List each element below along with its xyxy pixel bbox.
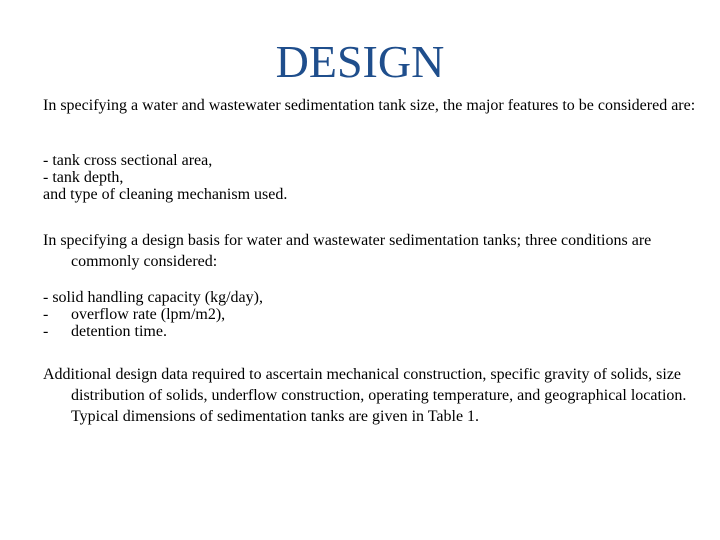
feature-item-cleaning: and type of cleaning mechanism used.: [43, 186, 288, 203]
condition-dash: -: [43, 289, 49, 306]
condition-item-detention: [43, 321, 683, 342]
condition-text: detention time.: [71, 323, 167, 340]
condition-text: solid handling capacity (kg/day),: [52, 289, 263, 306]
feature-item-depth: - tank depth,: [43, 169, 124, 186]
feature-item-area: - tank cross sectional area,: [43, 152, 213, 169]
condition-list: [43, 287, 683, 342]
feature-list: [43, 150, 683, 205]
closing-paragraph: Additional design data required to ascertain mechanical construction, specific gravity of solids, size distribution of solids, underflow construction, operating temperature, and geographical location. Typical dimensions of sedimentation tanks are given in Table 1.: [43, 366, 687, 425]
slide-title: DESIGN: [275, 36, 445, 87]
condition-dash: -: [43, 323, 49, 340]
intro-paragraph-basis: In specifying a design basis for water and wastewater sedimentation tanks; three conditions are commonly considered:: [43, 232, 652, 270]
condition-text: overflow rate (lpm/m2),: [71, 306, 226, 323]
intro-paragraph-size: In specifying a water and wastewater sedimentation tank size, the major features to be considered are:: [43, 97, 696, 114]
condition-dash: -: [43, 306, 49, 323]
